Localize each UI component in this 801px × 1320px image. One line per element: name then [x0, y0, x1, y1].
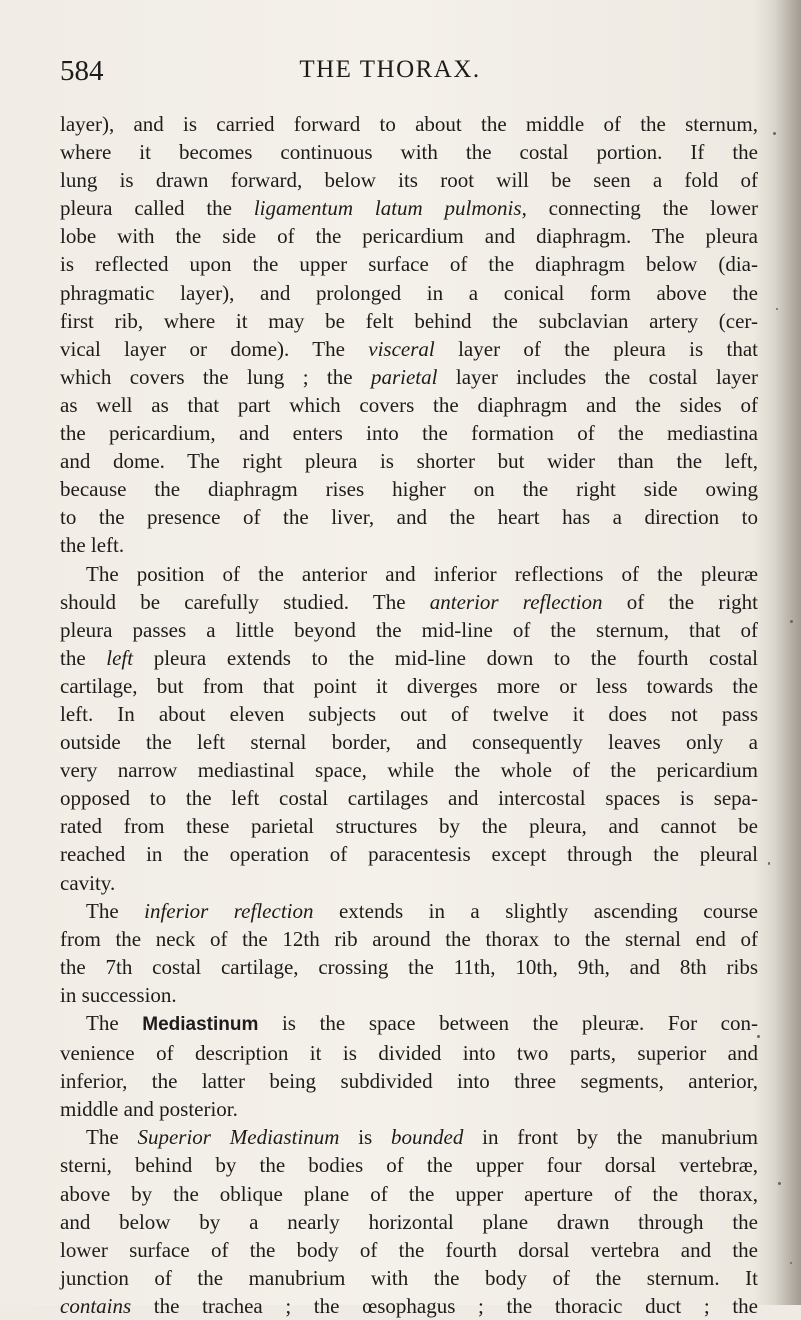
speck — [757, 1035, 760, 1038]
text-line: junction of the manubrium with the body of the sternum. It — [60, 1265, 758, 1290]
italic-term: bounded — [391, 1125, 464, 1150]
speck — [773, 132, 776, 135]
text-run: is — [339, 1125, 392, 1150]
text-line — [60, 335, 758, 363]
running-head: THE THORAX. — [299, 56, 481, 83]
text-line: and dome. The right pleura is shorter but wider than the left, — [60, 449, 758, 474]
text-line: the 7th costal cartilage, crossing the 11th, 10th, 9th, and 8th ribs — [60, 954, 758, 979]
text-line: lower surface of the body of the fourth dorsal vertebra and the — [60, 1237, 758, 1262]
text-run: of the right — [602, 589, 758, 614]
text-line: rated from these parietal structures by the pleura, and cannot be — [60, 814, 758, 839]
italic-term: Superior Mediastinum — [137, 1125, 340, 1150]
text-line: where it becomes continuous with the costal portion. If the — [60, 140, 758, 165]
body-text — [60, 110, 758, 1320]
paragraph-pleura-continued — [60, 110, 758, 560]
page-number: 584 — [60, 55, 104, 87]
text-line: as well as that part which covers the diaphragm and the sides of — [60, 392, 758, 417]
text-run: is the space between the pleuræ. For con- — [258, 1011, 758, 1035]
text-line — [60, 1123, 758, 1151]
text-line — [60, 1009, 758, 1039]
text-run: the — [60, 645, 107, 670]
text-run: The — [86, 1011, 143, 1035]
text-line: inferior, the latter being subdivided into three segments, anterior, — [60, 1069, 758, 1094]
italic-term: contains — [60, 1293, 132, 1318]
text-line: phragmatic layer), and prolonged in a conical form above the — [60, 280, 758, 305]
bold-term: Mediastinum — [142, 1014, 259, 1035]
italic-term: left — [106, 645, 134, 670]
text-run: pleura extends to the mid-line down to the fourth costal — [133, 645, 759, 670]
text-line — [60, 1292, 758, 1320]
speck — [776, 308, 778, 310]
text-line: middle and posterior. — [60, 1097, 238, 1122]
speck — [768, 862, 770, 865]
paragraph-superior-mediastinum — [60, 1123, 758, 1320]
text-line — [60, 588, 758, 616]
text-line: The position of the anterior and inferior reflections of the pleuræ — [86, 561, 758, 586]
text-line: the left. — [60, 533, 125, 558]
text-line: very narrow mediastinal space, while the whole of the pericardium — [60, 758, 758, 783]
text-run: layer includes the costal layer — [437, 364, 758, 389]
text-line: venience of description it is divided into two parts, superior and — [60, 1041, 758, 1066]
paragraph-inferior-reflection — [60, 897, 758, 1009]
text-line: above by the oblique plane of the upper aperture of the thorax, — [60, 1181, 758, 1206]
text-run: , connecting the lower — [521, 196, 758, 221]
text-line: reached in the operation of paracentesis except through the pleural — [60, 842, 758, 867]
paragraph-mediastinum — [60, 1009, 758, 1123]
page-edge-shadow — [775, 0, 801, 1305]
italic-term: parietal — [370, 364, 438, 389]
italic-term: visceral — [368, 336, 435, 361]
text-line: the pericardium, and enters into the formation of the mediastina — [60, 421, 758, 446]
text-line: sterni, behind by the bodies of the upper four dorsal vertebræ, — [60, 1153, 758, 1178]
text-line: pleura passes a little beyond the mid-line of the sternum, that of — [60, 617, 758, 642]
text-line: first rib, where it may be felt behind the subclavian artery (cer- — [60, 308, 758, 333]
text-run: pleura called the — [60, 196, 254, 221]
text-line: opposed to the left costal cartilages and intercostal spaces is sepa- — [60, 786, 758, 811]
text-line: to the presence of the liver, and the heart has a direction to — [60, 505, 758, 530]
text-line: because the diaphragm rises higher on the right side owing — [60, 477, 758, 502]
text-run: layer of the pleura is that — [434, 336, 758, 361]
text-line — [60, 644, 758, 672]
speck — [778, 1182, 781, 1185]
page-header — [60, 47, 760, 87]
italic-term: ligamentum latum pulmonis — [253, 196, 522, 221]
text-line — [60, 194, 758, 222]
speck — [790, 1262, 792, 1264]
text-line: left. In about eleven subjects out of twelve it does not pass — [60, 701, 758, 726]
text-run: The — [86, 1125, 138, 1150]
text-run: vical layer or dome). The — [60, 336, 369, 361]
text-run: should be carefully studied. The — [60, 589, 430, 614]
text-line: and below by a nearly horizontal plane drawn through the — [60, 1209, 758, 1234]
text-line: lobe with the side of the pericardium and diaphragm. The pleura — [60, 224, 758, 249]
text-line: lung is drawn forward, below its root will be seen a fold of — [60, 168, 758, 193]
paragraph-reflections — [60, 560, 758, 897]
italic-term: anterior reflection — [429, 589, 603, 614]
text-line — [60, 897, 758, 925]
text-line: from the neck of the 12th rib around the thorax to the sternal end of — [60, 926, 758, 951]
text-run: extends in a slightly ascending course — [313, 898, 758, 923]
text-run: The — [86, 898, 145, 923]
text-run: in front by the manubrium — [463, 1125, 758, 1150]
text-line: cartilage, but from that point it diverges more or less towards the — [60, 673, 758, 698]
text-line: outside the left sternal border, and consequently leaves only a — [60, 730, 758, 755]
text-run: which covers the lung ; the — [60, 364, 371, 389]
text-line: is reflected upon the upper surface of the diaphragm below (dia- — [60, 252, 758, 277]
speck — [790, 620, 793, 623]
text-run: the trachea ; the œsophagus ; the thoracic duct ; the — [131, 1293, 758, 1318]
text-line: in succession. — [60, 982, 177, 1007]
text-line: cavity. — [60, 870, 116, 895]
text-line — [60, 363, 758, 391]
text-line: layer), and is carried forward to about the middle of the sternum, — [60, 112, 758, 136]
italic-term: inferior reflection — [144, 898, 314, 923]
